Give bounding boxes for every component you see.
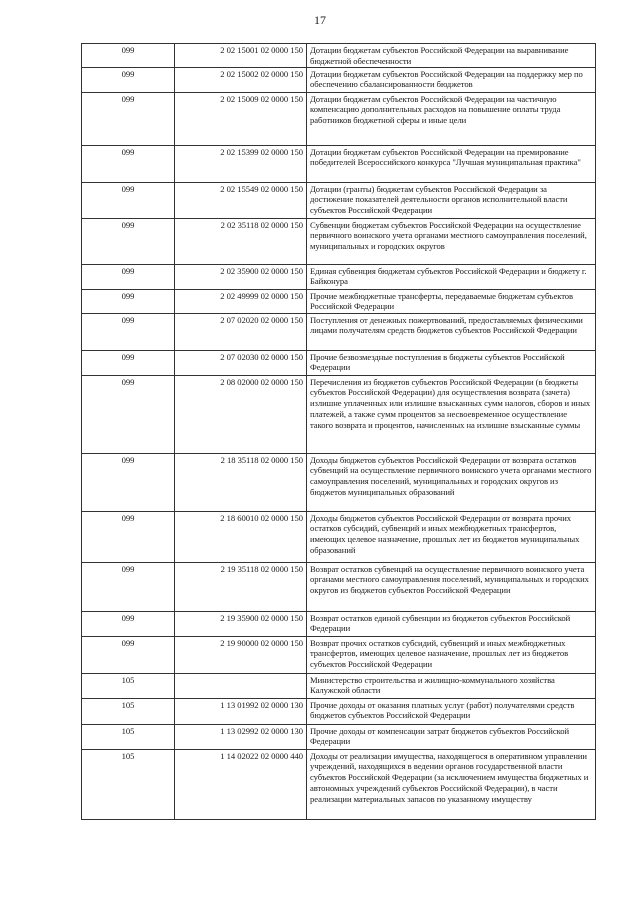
revenue-code-cell: 2 07 02030 02 0000 150 [175,350,307,375]
table-row [82,511,596,562]
revenue-code-cell: 2 07 02020 02 0000 150 [175,313,307,350]
revenue-name-cell: Дотации бюджетам субъектов Российской Федерации на премирование победителей Всероссийского конкурса "Лучшая муниципальная практика" [307,145,596,182]
admin-code-cell: 099 [82,611,175,636]
admin-code-cell: 099 [82,218,175,264]
table-row [82,673,596,698]
page-number: 17 [314,13,326,27]
revenue-code-cell: 1 14 02022 02 0000 440 [175,749,307,819]
admin-code-cell: 105 [82,673,175,698]
admin-code-cell: 099 [82,182,175,218]
revenue-code-cell [175,673,307,698]
table-row [82,44,596,68]
table-row [82,636,596,673]
revenue-name-cell: Дотации бюджетам субъектов Российской Федерации на частичную компенсацию дополнительных расходов на повышение оплаты труда работников бюджетной сферы и иные цели [307,92,596,145]
admin-code-cell: 099 [82,375,175,453]
revenue-code-cell: 2 02 15549 02 0000 150 [175,182,307,218]
revenue-name-cell: Единая субвенция бюджетам субъектов Российской Федерации и бюджету г. Байконура [307,264,596,289]
table-row [82,698,596,724]
admin-code-cell: 099 [82,92,175,145]
admin-code-cell: 099 [82,636,175,673]
table-row [82,562,596,611]
revenue-name-cell: Возврат прочих остатков субсидий, субвенций и иных межбюджетных трансфертов, имеющих целевое назначение, прошлых лет из бюджетов субъектов Российской Федерации [307,636,596,673]
revenue-code-cell: 2 02 15002 02 0000 150 [175,67,307,92]
revenue-code-cell: 2 19 90000 02 0000 150 [175,636,307,673]
revenue-code-cell: 2 02 15001 02 0000 150 [175,44,307,68]
admin-code-cell: 099 [82,44,175,68]
revenue-name-cell: Прочие доходы от оказания платных услуг (работ) получателями средств бюджетов субъектов Российской Федерации [307,698,596,724]
table-row [82,182,596,218]
revenue-name-cell: Поступления от денежных пожертвований, предоставляемых физическими лицами получателям средств бюджетов субъектов Российской Федерации [307,313,596,350]
revenue-name-cell: Возврат остатков субвенций на осуществление первичного воинского учета органами местного самоуправления поселений, муниципальных и городских округов из бюджетов субъектов Российской Федерации [307,562,596,611]
revenue-name-cell: Прочие межбюджетные трансферты, передаваемые бюджетам субъектов Российской Федерации [307,289,596,313]
table-row [82,611,596,636]
admin-code-cell: 099 [82,67,175,92]
table-row [82,264,596,289]
table-row [82,145,596,182]
revenue-name-cell: Доходы бюджетов субъектов Российской Федерации от возврата остатков субвенций на осуществление первичного воинского учета органами местного самоуправления поселений, муниципальных и городских округов из бюджетов муниципальных образований [307,453,596,511]
admin-code-cell: 105 [82,724,175,749]
revenue-name-cell: Доходы бюджетов субъектов Российской Федерации от возврата прочих остатков субсидий, субвенций и иных межбюджетных трансфертов, имеющих целевое назначение, прошлых лет из бюджетов муниципальных образований [307,511,596,562]
admin-code-cell: 099 [82,289,175,313]
admin-code-cell: 099 [82,145,175,182]
revenue-name-cell: Доходы от реализации имущества, находящегося в оперативном управлении учреждений, находящихся в ведении органов государственной власти субъектов Российской Федерации (за исключением имущества бюджетных и автономных учреждений субъектов Российской Федерации), в части реализации материальных запасов по указанному имуществу [307,749,596,819]
revenue-code-table [81,43,596,820]
revenue-name-cell: Министерство строительства и жилищно-коммунального хозяйства Калужской области [307,673,596,698]
revenue-code-cell: 2 18 60010 02 0000 150 [175,511,307,562]
revenue-code-cell: 2 18 35118 02 0000 150 [175,453,307,511]
revenue-code-cell: 2 02 35900 02 0000 150 [175,264,307,289]
admin-code-cell: 099 [82,511,175,562]
admin-code-cell: 105 [82,698,175,724]
table-row [82,67,596,92]
revenue-code-cell: 1 13 01992 02 0000 130 [175,698,307,724]
revenue-code-cell: 2 02 15009 02 0000 150 [175,92,307,145]
revenue-code-cell: 2 02 15399 02 0000 150 [175,145,307,182]
revenue-name-cell: Дотации бюджетам субъектов Российской Федерации на выравнивание бюджетной обеспеченности [307,44,596,68]
revenue-name-cell: Перечисления из бюджетов субъектов Российской Федерации (в бюджеты субъектов Российской Федерации) для осуществления возврата (зачета) излишне уплаченных или излишне взысканных сумм налогов, сборов и иных платежей, а также сумм процентов за несвоевременное осуществление такого возврата и процентов, начисленных на излишне взысканные суммы [307,375,596,453]
table-row [82,724,596,749]
revenue-name-cell: Дотации (гранты) бюджетам субъектов Российской Федерации за достижение показателей деятельности органов исполнительной власти субъектов Российской Федерации [307,182,596,218]
revenue-code-cell: 2 19 35900 02 0000 150 [175,611,307,636]
table-row [82,375,596,453]
revenue-name-cell: Прочие доходы от компенсации затрат бюджетов субъектов Российской Федерации [307,724,596,749]
revenue-code-cell: 2 02 35118 02 0000 150 [175,218,307,264]
revenue-code-cell: 1 13 02992 02 0000 130 [175,724,307,749]
table-row [82,92,596,145]
admin-code-cell: 099 [82,453,175,511]
table-row [82,313,596,350]
table-row [82,218,596,264]
table-row [82,453,596,511]
admin-code-cell: 099 [82,313,175,350]
revenue-code-cell: 2 19 35118 02 0000 150 [175,562,307,611]
revenue-name-cell: Прочие безвозмездные поступления в бюджеты субъектов Российской Федерации [307,350,596,375]
admin-code-cell: 099 [82,350,175,375]
revenue-name-cell: Возврат остатков единой субвенции из бюджетов субъектов Российской Федерации [307,611,596,636]
admin-code-cell: 099 [82,562,175,611]
table-row [82,749,596,819]
admin-code-cell: 099 [82,264,175,289]
table-row [82,350,596,375]
admin-code-cell: 105 [82,749,175,819]
revenue-name-cell: Дотации бюджетам субъектов Российской Федерации на поддержку мер по обеспечению сбалансированности бюджетов [307,67,596,92]
table-row [82,289,596,313]
revenue-code-cell: 2 02 49999 02 0000 150 [175,289,307,313]
revenue-code-cell: 2 08 02000 02 0000 150 [175,375,307,453]
revenue-name-cell: Субвенции бюджетам субъектов Российской Федерации на осуществление первичного воинского учета органами местного самоуправления поселений, муниципальных и городских округов [307,218,596,264]
